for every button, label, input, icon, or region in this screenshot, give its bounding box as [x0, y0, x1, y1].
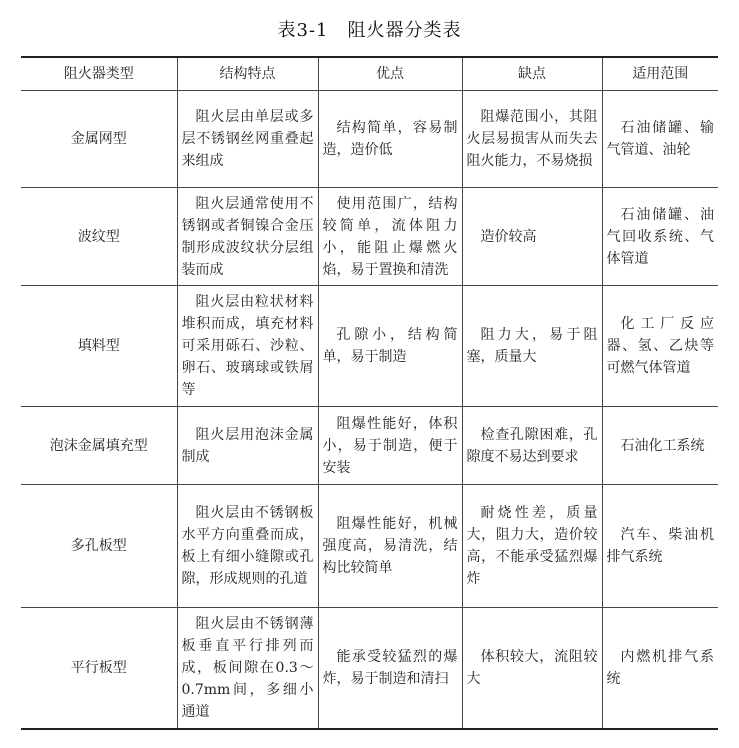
cell-type: 填料型: [21, 286, 177, 407]
cell-advantages: 孔隙小，结构简单，易于制造: [318, 286, 462, 407]
header-type: 阻火器类型: [21, 57, 177, 91]
header-row: [21, 57, 718, 91]
cell-advantages: 能承受较猛烈的爆炸，易于制造和清扫: [318, 608, 462, 729]
table-row: [21, 286, 718, 407]
cell-type: 平行板型: [21, 608, 177, 729]
cell-structure: 阻火层由粒状材料堆积而成，填充材料可采用砾石、沙粒、卵石、玻璃球或铁屑等: [177, 286, 318, 407]
cell-type: 波纹型: [21, 188, 177, 286]
flame-arrester-table: [21, 56, 718, 730]
header-scope: 适用范围: [602, 57, 718, 91]
cell-advantages: 结构简单，容易制造，造价低: [318, 91, 462, 188]
header-advantages: 优点: [318, 57, 462, 91]
table-row: [21, 608, 718, 729]
cell-structure: 阻火层用泡沫金属制成: [177, 407, 318, 485]
cell-structure: 阻火层通常使用不锈钢或者铜镍合金压制形成波纹状分层组装而成: [177, 188, 318, 286]
table-title: 表3-1 阻火器分类表: [277, 20, 462, 41]
cell-scope: 化工厂反应器、氢、乙炔等可燃气体管道: [602, 286, 718, 407]
cell-type: 多孔板型: [21, 485, 177, 608]
cell-advantages: 阻爆性能好，机械强度高，易清洗，结构比较简单: [318, 485, 462, 608]
cell-scope: 石油化工系统: [602, 407, 718, 485]
table-row: [21, 485, 718, 608]
cell-advantages: 阻爆性能好，体积小，易于制造，便于安装: [318, 407, 462, 485]
cell-type: 泡沫金属填充型: [21, 407, 177, 485]
cell-scope: 石油储罐、输气管道、油轮: [602, 91, 718, 188]
cell-disadvantages: 体积较大，流阻较大: [462, 608, 602, 729]
table-row: [21, 188, 718, 286]
cell-disadvantages: 造价较高: [462, 188, 602, 286]
header-disadvantages: 缺点: [462, 57, 602, 91]
cell-disadvantages: 阻力大，易于阻塞，质量大: [462, 286, 602, 407]
cell-disadvantages: 耐烧性差，质量大，阻力大，造价较高，不能承受猛烈爆炸: [462, 485, 602, 608]
cell-type: 金属网型: [21, 91, 177, 188]
table-row: [21, 407, 718, 485]
header-structure: 结构特点: [177, 57, 318, 91]
cell-structure: 阻火层由单层或多层不锈钢丝网重叠起来组成: [177, 91, 318, 188]
cell-scope: 石油储罐、油气回收系统、气体管道: [602, 188, 718, 286]
cell-structure: 阻火层由不锈钢薄板垂直平行排列而成，板间隙在0.3～0.7mm间，多细小通道: [177, 608, 318, 729]
cell-scope: 汽车、柴油机排气系统: [602, 485, 718, 608]
cell-advantages: 使用范围广，结构较简单，流体阻力小，能阻止爆燃火焰，易于置换和清洗: [318, 188, 462, 286]
cell-scope: 内燃机排气系统: [602, 608, 718, 729]
table-row: [21, 91, 718, 188]
cell-disadvantages: 阻爆范围小，其阻火层易损害从而失去阻火能力，不易烧损: [462, 91, 602, 188]
cell-disadvantages: 检查孔隙困难，孔隙度不易达到要求: [462, 407, 602, 485]
cell-structure: 阻火层由不锈钢板水平方向重叠而成，板上有细小缝隙或孔隙，形成规则的孔道: [177, 485, 318, 608]
